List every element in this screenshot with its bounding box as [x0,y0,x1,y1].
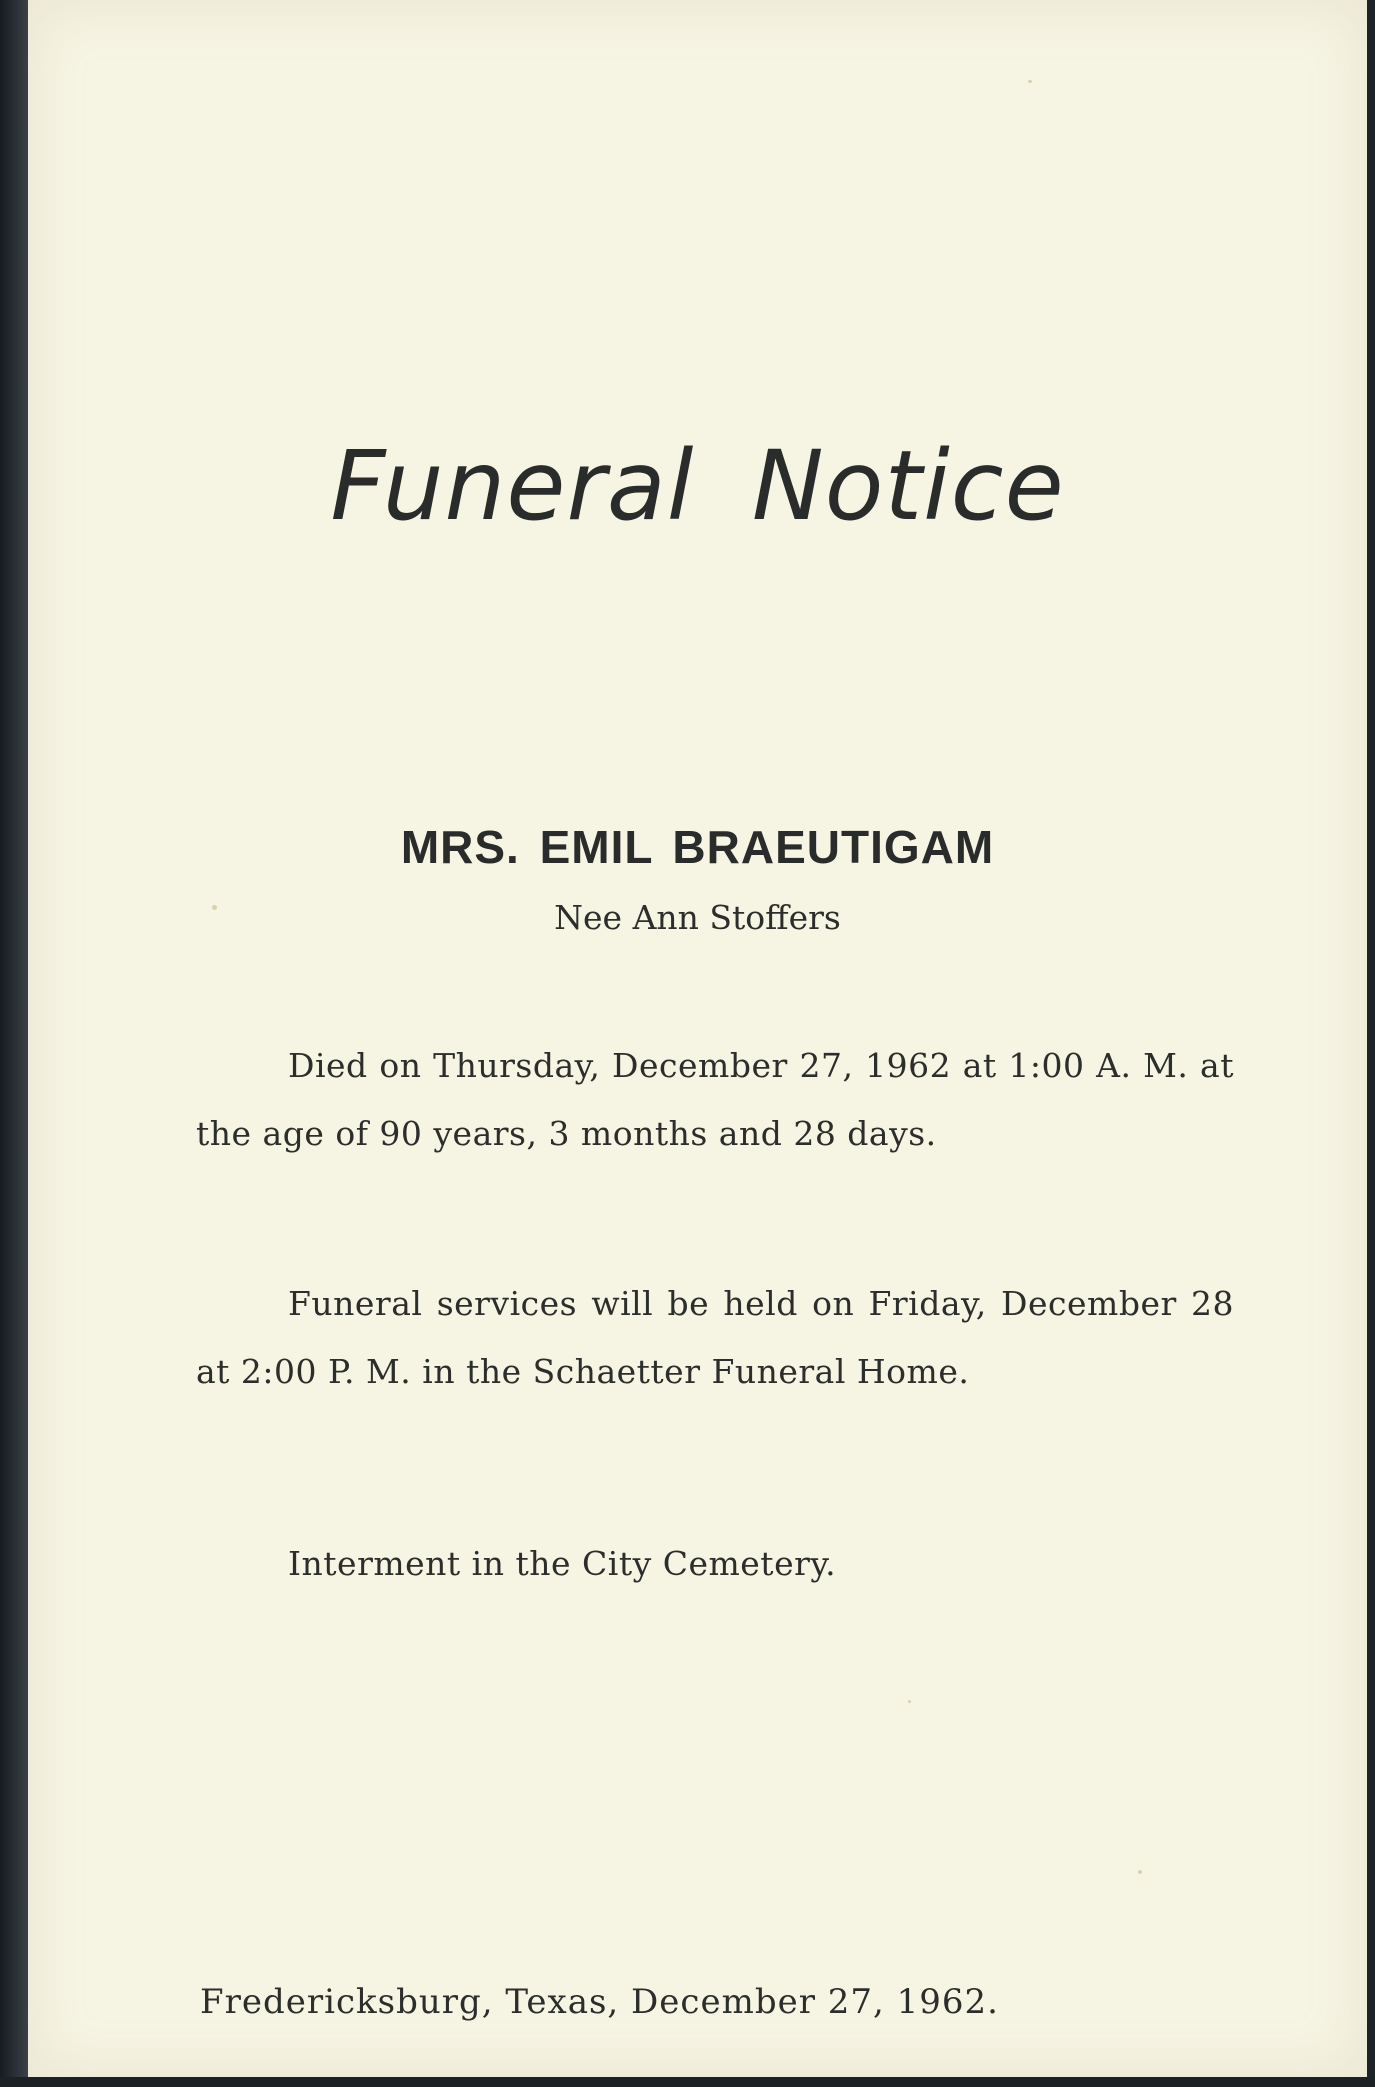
notice-paper [28,0,1367,2077]
paper-speck [908,1700,911,1703]
scan-edge-right [1367,0,1375,2087]
paper-speck [1028,80,1032,83]
paper-speck [212,905,217,910]
notice-title: Funeral Notice [330,430,1065,542]
interment-paragraph: Interment in the City Cemetery. [288,1544,837,1583]
scan-edge-left [0,0,30,2087]
deceased-name: MRS. EMIL BRAEUTIGAM [400,821,995,873]
death-paragraph: Died on Thursday, December 27, 1962 at 1:00 A. M. at the age of 90 years, 3 months and 28 days. [196,1046,1234,1153]
maiden-name: Nee Ann Stoffers [554,898,841,937]
services-paragraph: Funeral services will be held on Friday, December 28 at 2:00 P. M. in the Schaetter Funeral Home. [196,1284,1234,1391]
place-date-footer: Fredericksburg, Texas, December 27, 1962. [200,1982,999,2022]
scan-edge-bottom [0,2077,1375,2087]
paper-speck [1138,1870,1142,1874]
